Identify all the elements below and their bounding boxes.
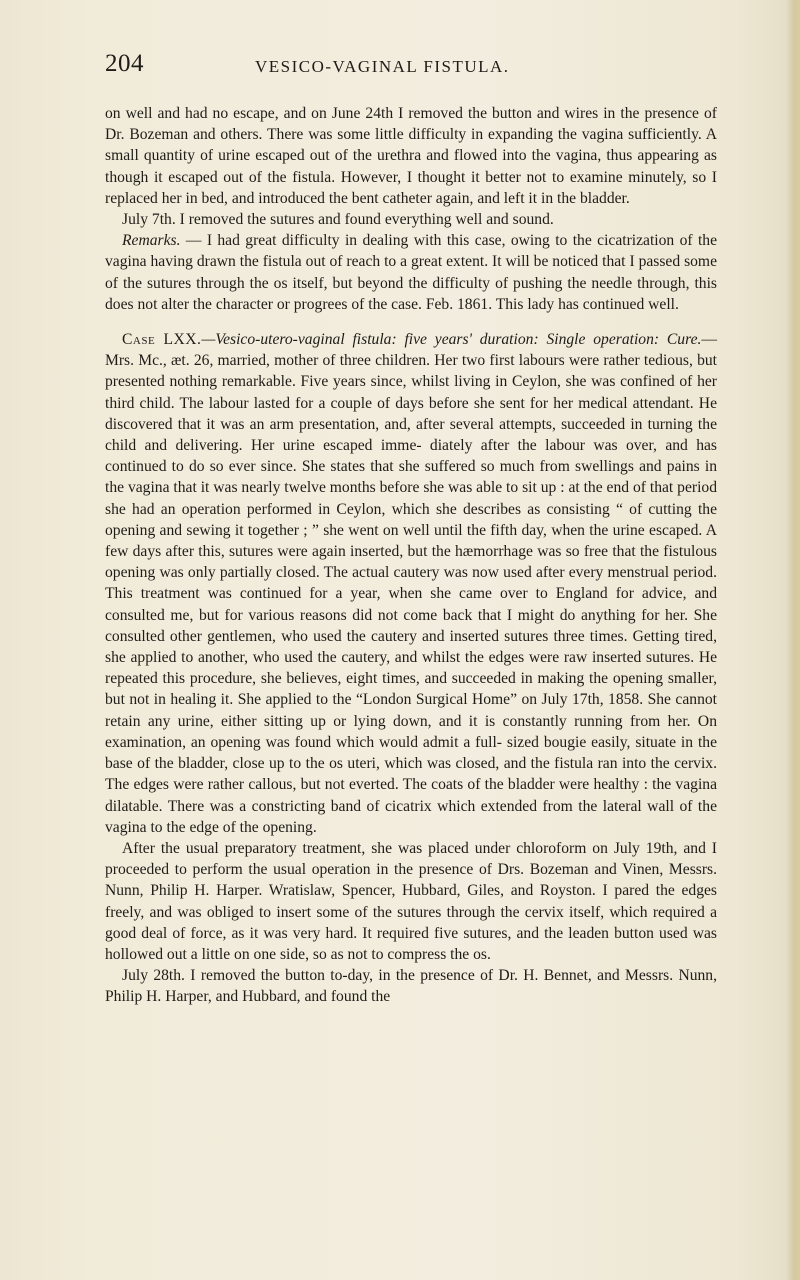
- paragraph-operation: After the usual preparatory treatment, she was placed under chloroform on July 19th, and I proceeded to perform the usual operation in the presence of Drs. Bozeman and Vinen, Messrs. Nunn, Philip H. Harper. Wratislaw, Spencer, Hubbard, Giles, and Royston. I pared the edges freely, and was obliged to insert some of the sutures through the cervix itself, which required a good deal of force, as it was very hard. It required five sutures, and the leaden button used was hollowed out a little on one side, so as not to compress the os.: [105, 839, 717, 963]
- paragraph-july-7: July 7th. I removed the sutures and found everything well and sound.: [122, 211, 554, 229]
- case-text: — Mrs. Mc., æt. 26, married, mother of three children. Her two first labours were rather tedious, but presented nothing remarkable. Five years since, whilst living in Ceylon, she was confined of her third child. The labour lasted for a couple of days before she sent for her medical attendant. He discovered that it was an arm presentation, and, after several attempts, succeeded in turning the child and delivering. Her urine escaped imme- diately after the labour was over, and has continued to do so ever since. She states that she suffered so much from swellings and pains in the vagina that it was nearly twelve months before she was able to sit up : at the end of that period she had an operation performed in Ceylon, which she describes as consisting “ of cutting the opening and sewing it together ; ” she went on well until the fifth day, when the urine escaped. A few days after this, sutures were again inserted, but the hæmorrhage was so free that the fistulous opening was only partially closed. The actual cautery was now used after every menstrual period. This treatment was continued for a year, when she came over to England for advice, and consulted me, but for various reasons did not come back that I might do anything for her. She consulted other gentlemen, who used the cautery and inserted sutures three times. Getting tired, she applied to another, who used the cautery, and whilst the edges were raw inserted sutures. He repeated this procedure, she believes, eight times, and succeeded in making the opening smaller, but not in healing it. She applied to the “London Surgical Home” on July 17th, 1858. She cannot retain any urine, either sitting up or lying down, and it is constantly running from her. On examination, an opening was found which would admit a full- sized bougie easily, situate in the base of the bladder, close up to the os uteri, which was closed, and the fistula ran into the cervix. The edges were rather callous, but not everted. The coats of the bladder were healthy : the vagina dilatable. There was a constricting band of cicatrix which extended from the lateral wall of the vagina to the edge of the opening.: [105, 331, 717, 836]
- page-number: 204: [105, 50, 144, 77]
- page-edge-shadow: [786, 0, 800, 1280]
- paragraph-continuation: on well and had no escape, and on June 24th I removed the button and wires in the presence of Dr. Bozeman and others. There was some little difficulty in expanding the vagina sufficiently. A small quantity of urine escaped out of the urethra and flowed into the vagina, thus appearing as though it escaped out of the fistula. However, I thought it better not to examine minutely, so I replaced her in bed, and introduced the bent catheter again, and left it in the bladder.: [105, 105, 717, 207]
- running-header: [105, 50, 715, 82]
- running-title: VESICO-VAGINAL FISTULA.: [255, 57, 510, 76]
- body-text: [105, 103, 717, 1008]
- paragraph-july-28: July 28th. I removed the button to-day, in the presence of Dr. H. Bennet, and Messrs. Nunn, Philip H. Harper, and Hubbard, and found the: [105, 967, 717, 1006]
- remarks-text: — I had great difficulty in dealing with this case, owing to the cicatrization of the vagina having drawn the fistula out of reach to a great extent. It will be noticed that I passed some of the sutures through the os itself, but beyond the difficulty of pushing the needle through, this does not alter the character or progrees of the case. Feb. 1861. This lady has continued well.: [105, 232, 717, 313]
- remarks-label: Remarks.: [122, 232, 181, 250]
- paragraph-case-lxx: [105, 329, 717, 838]
- case-title: —Vesico-utero-vaginal fistula: five years' duration: Single operation: Cure.: [201, 331, 702, 349]
- case-label: Case LXX.: [122, 331, 202, 349]
- paragraph-remarks: [105, 230, 717, 315]
